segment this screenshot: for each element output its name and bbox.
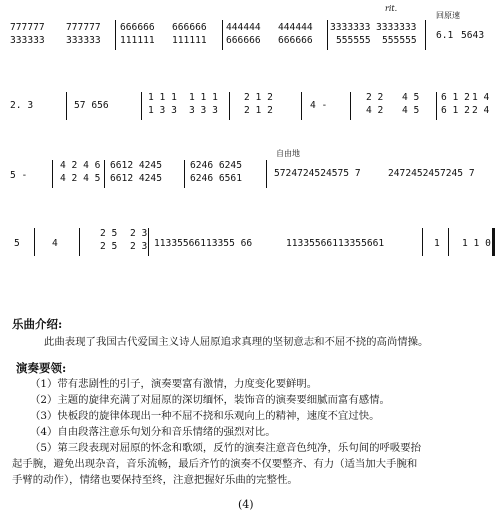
score-measure: 2 4 [472,105,490,116]
score-measure: 4 5 [402,92,420,103]
score-measure: 1 [434,238,440,249]
score-measure: 4 2 4 6 [60,160,101,171]
performance-point-3: （3）快板段的旋律体现出一种不屈不挠和乐观向上的精神，速度不宜过快。 [30,410,380,422]
bar-line [104,160,105,188]
bar-line [327,20,328,50]
final-bar-line [492,228,495,256]
bar-line [350,92,351,120]
bar-line [52,160,53,188]
score-measure: 2 2 [366,92,384,103]
score-measure: 1 1 1 [189,92,218,103]
bar-line [34,228,35,256]
score-measure: 6612 4245 [110,160,162,171]
bar-line [148,228,149,256]
score-row-1 [4,0,496,70]
score-measure: 2 5 [100,228,118,239]
score-measure: 777777 [10,22,45,33]
free-tempo-marking: 自由地 [276,149,300,158]
performance-point-5-cont: 起手腕，避免出现杂音，音乐流畅，最后齐竹的演奏不仅要整齐、有力（适当加大手腕和 [12,458,418,470]
score-measure: 6 1 2 [441,105,470,116]
intro-heading: 乐曲介绍: [12,317,63,331]
score-measure: 333333 [66,35,101,46]
score-measure: 4 - [310,100,328,111]
bar-line [229,92,230,120]
score-measure: 666666 [226,35,261,46]
score-measure: 2 5 [100,241,118,252]
bar-line [222,20,223,50]
score-measure: 5724724524575 7 [274,168,361,179]
score-measure: 3333333 [330,22,371,33]
bar-line [422,228,423,256]
score-measure: 444444 [278,22,313,33]
score-measure: 777777 [66,22,101,33]
performance-point-1: （1）带有悲剧性的引子，演奏要富有激情，力度变化要鲜明。 [30,378,318,390]
score-measure: 4 2 4 5 [60,173,101,184]
score-measure: 1 1 1 [148,92,177,103]
score-measure: 6246 6561 [190,173,242,184]
return-tempo-marking: 回原速 [436,11,460,20]
score-measure: 2 1 2 [244,105,273,116]
score-measure: 3 3 3 [189,105,218,116]
score-measure: 57 656 [74,100,109,111]
bar-line [115,20,116,50]
score-row-2 [4,80,496,135]
score-measure: 444444 [226,22,261,33]
performance-point-2: （2）主题的旋律充满了对屈原的深切缅怀，装饰音的演奏要细腻而富有感情。 [30,394,390,406]
performance-point-5: （5）第三段表现对屈原的怀念和歌颂，反竹的演奏注意音色纯净，乐句间的呼吸要抬 [30,442,422,454]
score-measure: 4 5 [402,105,420,116]
performance-point-5-cont: 手臂的动作），情绪也要保持至终，注意把握好乐曲的完整性。 [12,474,298,486]
score-measure: 5 [14,238,20,249]
score-measure: 2472452457245 7 [388,168,475,179]
score-measure: 6246 6245 [190,160,242,171]
score-measure: 333333 [10,35,45,46]
score-row-4 [4,210,496,270]
score-measure: 6 1 2 [441,92,470,103]
score-measure: 666666 [120,22,155,33]
score-measure: 6.1 [436,30,454,41]
score-measure: 666666 [278,35,313,46]
bar-line [436,92,437,120]
score-measure: 666666 [172,22,207,33]
bar-line [425,20,426,50]
score-measure: 555555 [382,35,417,46]
score-measure: 111111 [120,35,155,46]
bar-line [79,228,80,256]
score-measure: 5643 [461,30,485,41]
performance-heading: 演奏要领: [16,361,67,375]
score-measure: 111111 [172,35,207,46]
score-measure: 4 [52,238,58,249]
bar-line [266,160,267,188]
bar-line [184,160,185,188]
bar-line [448,228,449,256]
score-row-3 [4,142,496,202]
page-number: (4) [238,498,254,511]
rit-marking: rit. [385,4,398,13]
bar-line [301,92,302,120]
score-measure: 11335566113355 66 [154,238,253,249]
score-measure: 4 2 [366,105,384,116]
intro-text: 此曲表现了我国古代爱国主义诗人屈原追求真理的坚韧意志和不屈不挠的高尚情操。 [44,336,429,348]
score-measure: 6612 4245 [110,173,162,184]
score-measure: 2 3 [130,228,148,239]
score-measure: 1 1 0 [462,238,491,249]
bar-line [66,92,67,120]
score-measure: 11335566113355661 [286,238,385,249]
bar-line [141,92,142,120]
score-measure: 1 3 3 [148,105,177,116]
performance-point-4: （4）自由段落注意乐句划分和音乐情绪的强烈对比。 [30,426,276,438]
score-measure: 2. 3 [10,100,34,111]
score-measure: 1 4 [472,92,490,103]
score-measure: 3333333 [376,22,417,33]
score-measure: 555555 [336,35,371,46]
score-measure: 2 1 2 [244,92,273,103]
score-measure: 5 - [10,170,28,181]
score-measure: 2 3 [130,241,148,252]
